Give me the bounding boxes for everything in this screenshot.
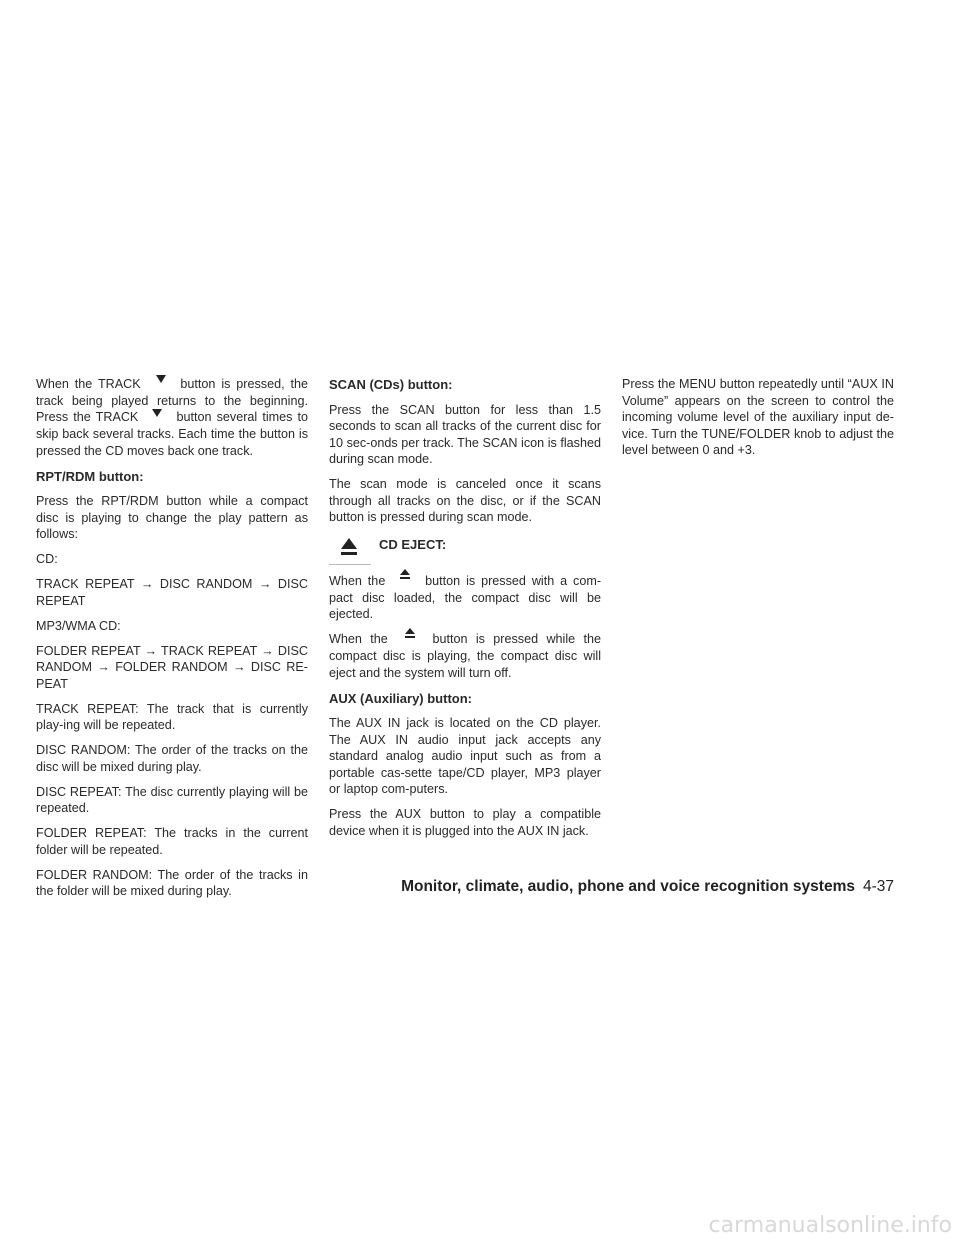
eject-icon [329, 534, 371, 565]
paragraph: The AUX IN jack is located on the CD player. The AUX IN audio input jack accepts any standard analog audio input such as from a portable cas-sette tape/CD player, MP3 player or laptop com-puters. [329, 716, 601, 797]
paragraph: TRACK REPEAT: The track that is currently play-ing will be repeated. [36, 701, 308, 733]
rpt-rdm-heading: RPT/RDM button: [36, 468, 144, 484]
paragraph: TRACK REPEAT → DISC RANDOM → DISC REPEAT [36, 577, 308, 608]
paragraph: DISC REPEAT: The disc currently playing will be repeated. [36, 784, 308, 816]
text: When the [329, 632, 388, 647]
paragraph: FOLDER REPEAT: The tracks in the current folder will be repeated. [36, 826, 308, 857]
paragraph: Press the AUX button to play a compatible device when it is plugged into the AUX IN jack. [329, 807, 601, 838]
eject-icon [396, 632, 424, 649]
column-left [36, 376, 308, 908]
paragraph: MP3/WMA CD: [36, 618, 121, 633]
track-down-icon [147, 376, 175, 393]
page-number: 4-37 [862, 878, 894, 895]
column-right [622, 376, 894, 467]
paragraph [329, 631, 601, 681]
watermark: carmanualsonline.info [708, 1213, 952, 1238]
paragraph [329, 573, 601, 623]
track-paragraph [36, 376, 308, 459]
text: When the TRACK [36, 377, 141, 391]
track-down-icon [143, 410, 171, 427]
paragraph: CD: [36, 552, 58, 567]
paragraph: DISC RANDOM: The order of the tracks on the disc will be mixed during play. [36, 743, 308, 774]
paragraph: Press the SCAN button for less than 1.5 seconds to scan all tracks of the current disc for 10 sec-onds per track. The SCAN icon is flashed during scan mode. [329, 402, 601, 466]
cd-eject-label: CD EJECT: [379, 537, 447, 552]
paragraph: Press the RPT/RDM button while a compact disc is playing to change the play pattern as follows: [36, 494, 308, 542]
text: button several times to skip back several tracks. Each time the button is pressed the CD moves back one track. [36, 410, 309, 458]
text: button is pressed, the track being played returns to the beginning. Press the TRACK [36, 377, 309, 425]
section-title: Monitor, climate, audio, phone and voice recognition systems [401, 878, 855, 895]
cd-eject-heading [329, 534, 601, 565]
aux-heading: AUX (Auxiliary) button: [329, 690, 472, 706]
paragraph: FOLDER REPEAT → TRACK REPEAT → DISC RANDOM → FOLDER RANDOM → DISC RE-PEAT [36, 643, 308, 691]
eject-icon [391, 573, 419, 590]
column-middle [329, 376, 601, 848]
paragraph: Press the MENU button repeatedly until “AUX IN Volume” appears on the screen to control the incoming volume level of the auxiliary input de-vice. Turn the TUNE/FOLDER knob to adjust the level between 0 and +3. [622, 377, 894, 457]
scan-heading: SCAN (CDs) button: [329, 377, 453, 392]
text: button is pressed while the compact disc is playing, the compact disc will eject and the system will turn off. [329, 632, 602, 680]
text: button is pressed with a com-pact disc loaded, the compact disc will be ejected. [329, 574, 602, 622]
paragraph: The scan mode is canceled once it scans through all tracks on the disc, or if the SCAN button is pressed during scan mode. [329, 477, 601, 524]
text: When the [329, 574, 386, 588]
page-footer [401, 878, 894, 896]
paragraph: FOLDER RANDOM: The order of the tracks in the folder will be mixed during play. [36, 867, 308, 899]
